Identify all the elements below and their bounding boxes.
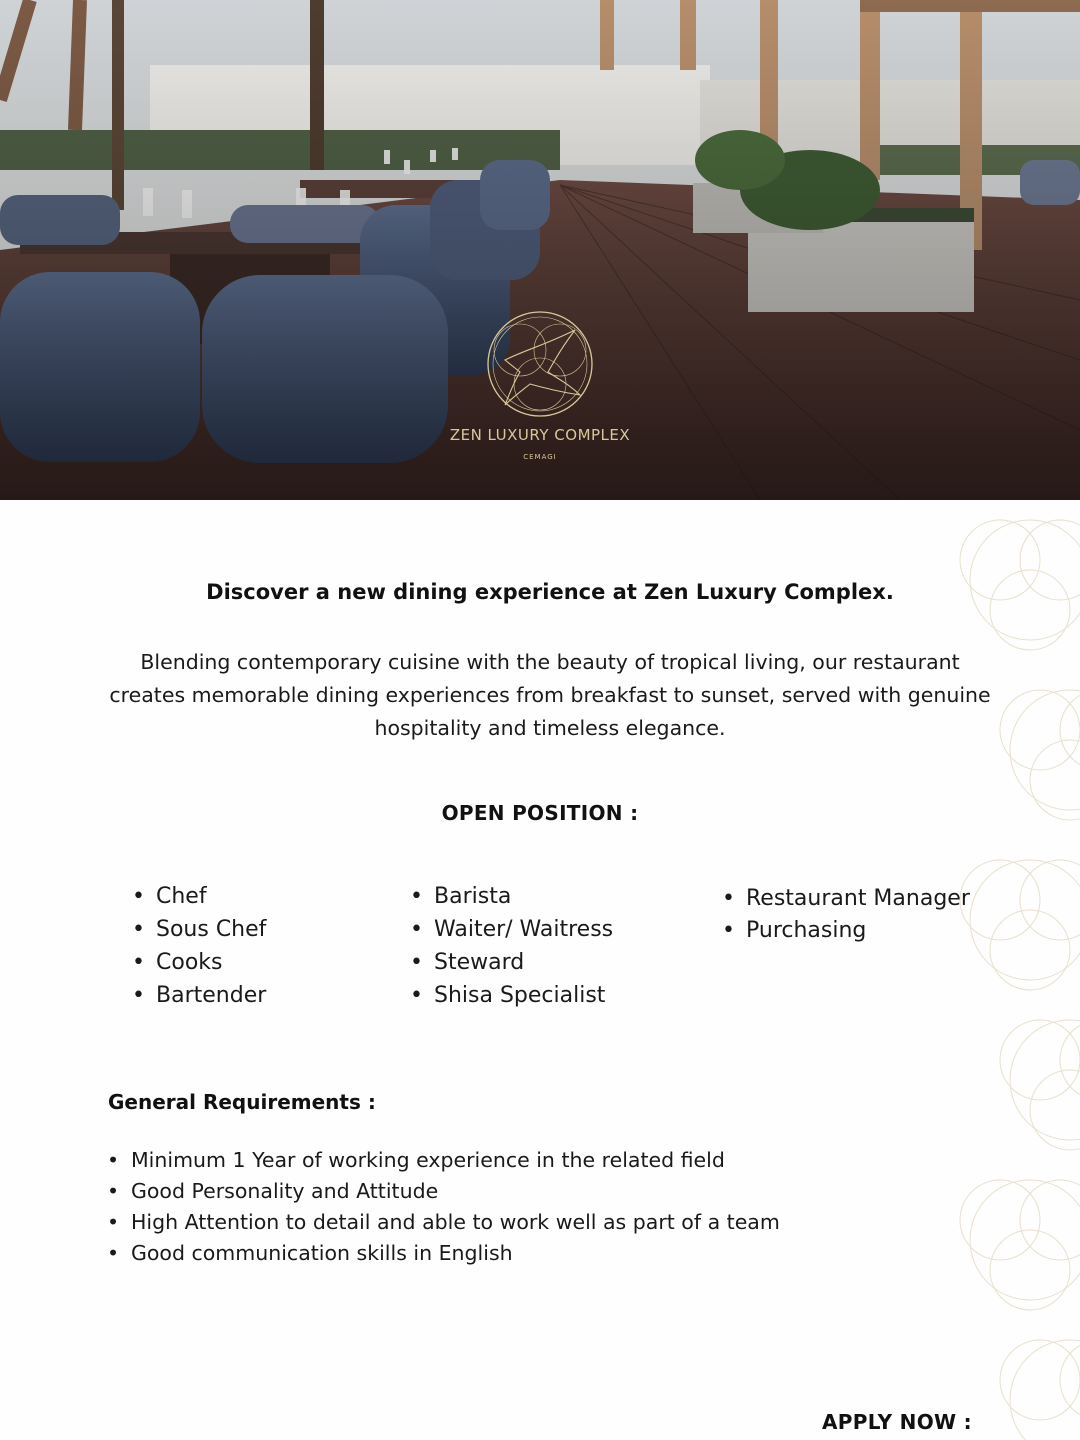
position-item: • Restaurant Manager <box>722 883 970 915</box>
position-item: • Bartender <box>132 979 266 1012</box>
position-item: • Chef <box>132 880 266 913</box>
flower-of-life-ornament <box>940 500 1080 1440</box>
positions-column-3 <box>722 883 970 947</box>
position-item: • Steward <box>410 946 613 979</box>
position-item: • Sous Chef <box>132 913 266 946</box>
position-item: • Shisa Specialist <box>410 979 613 1012</box>
positions-column-1 <box>132 880 266 1012</box>
brand-subtitle: CEMAGI <box>523 453 557 461</box>
hero-image <box>0 0 1080 500</box>
brand-name: ZEN LUXURY COMPLEX <box>449 426 631 444</box>
requirements-list <box>107 1145 780 1269</box>
position-item: • Barista <box>410 880 613 913</box>
headline: Discover a new dining experience at Zen Luxury Complex. <box>206 580 894 604</box>
requirements-title: General Requirements : <box>108 1090 376 1114</box>
requirement-item: • Good Personality and Attitude <box>107 1176 780 1207</box>
apply-now-label: APPLY NOW : <box>822 1410 972 1434</box>
intro-description: Blending contemporary cuisine with the beauty of tropical living, our restaurant creates memorable dining experiences from breakfast to sunset, served with genuine hospitality and timeless elegance. <box>109 650 991 740</box>
restaurant-terrace-illustration <box>0 0 1080 500</box>
requirement-item: • Minimum 1 Year of working experience in the related field <box>107 1145 780 1176</box>
requirement-item: • High Attention to detail and able to work well as part of a team <box>107 1207 780 1238</box>
requirement-item: • Good communication skills in English <box>107 1238 780 1269</box>
job-posting-content <box>0 500 1080 1440</box>
open-position-title: OPEN POSITION : <box>441 801 639 825</box>
position-item: • Waiter/ Waitress <box>410 913 613 946</box>
position-item: • Cooks <box>132 946 266 979</box>
position-item: • Purchasing <box>722 915 970 947</box>
positions-column-2 <box>410 880 613 1012</box>
